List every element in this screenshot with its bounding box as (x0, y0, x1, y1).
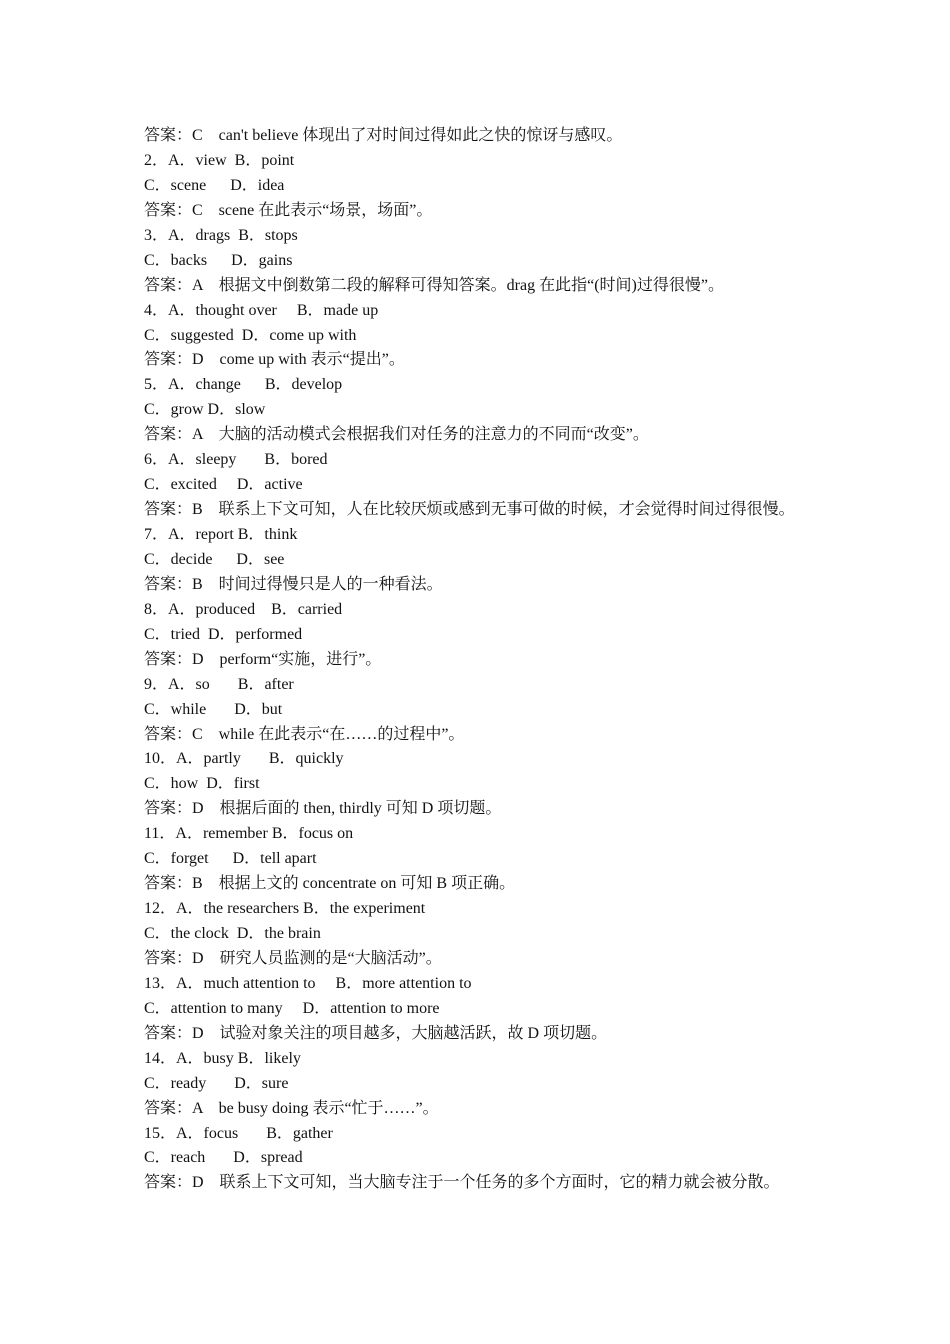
question-11-options-ab: 11．A．remember B．focus on (144, 825, 354, 843)
question-12-options-cd: C．the clock D．the brain (144, 925, 321, 943)
answer-14: 答案：A be busy doing 表示“忙于……”。 (144, 1099, 439, 1117)
answer-7: 答案：B 时间过得慢只是人的一种看法。 (144, 575, 443, 593)
document-page (144, 124, 834, 1196)
question-2-options-ab: 2．A．view B．point (144, 151, 295, 169)
question-4-options-ab: 4．A．thought over B．made up (144, 301, 379, 319)
answer-6: 答案：B 联系上下文可知，人在比较厌烦或感到无事可做的时候，才会觉得时间过得很慢。 (144, 501, 795, 519)
question-5-options-ab: 5．A．change B．develop (144, 376, 343, 394)
question-15-options-ab: 15．A．focus B．gather (144, 1124, 333, 1142)
answer-13: 答案：D 试验对象关注的项目越多，大脑越活跃，故 D 项切题。 (144, 1024, 608, 1042)
question-5-options-cd: C．grow D．slow (144, 401, 266, 419)
question-14-options-ab: 14．A．busy B．likely (144, 1049, 301, 1067)
question-6-options-ab: 6．A．sleepy B．bored (144, 451, 328, 469)
answer-line-1: 答案：C can't believe 体现出了对时间过得如此之快的惊讶与感叹。 (144, 127, 623, 144)
question-11-options-cd: C．forget D．tell apart (144, 850, 317, 868)
question-10-options-cd: C．how D．first (144, 775, 260, 793)
answer-12: 答案：D 研究人员监测的是“大脑活动”。 (144, 949, 442, 967)
answer-2: 答案：C scene 在此表示“场景，场面”。 (144, 201, 433, 219)
answer-10: 答案：D 根据后面的 then, thirdly 可知 D 项切题。 (144, 800, 502, 818)
question-10-options-ab: 10．A．partly B．quickly (144, 750, 344, 768)
answer-4: 答案：D come up with 表示“提出”。 (144, 351, 405, 369)
question-8-options-cd: C．tried D．performed (144, 625, 303, 643)
question-4-options-cd: C．suggested D．come up with (144, 326, 357, 344)
question-12-options-ab: 12．A．the researchers B．the experiment (144, 900, 426, 918)
question-8-options-ab: 8．A．produced B．carried (144, 600, 343, 618)
question-15-options-cd: C．reach D．spread (144, 1149, 303, 1167)
answer-9: 答案：C while 在此表示“在……的过程中”。 (144, 725, 465, 743)
answer-3: 答案：A 根据文中倒数第二段的解释可得知答案。drag 在此指“(时间)过得很慢”。 (144, 276, 724, 294)
answer-15: 答案：D 联系上下文可知，当大脑专注于一个任务的多个方面时，它的精力就会被分散。 (144, 1174, 780, 1192)
question-9-options-cd: C．while D．but (144, 700, 283, 718)
question-7-options-ab: 7．A．report B．think (144, 526, 298, 544)
question-7-options-cd: C．decide D．see (144, 550, 285, 568)
answer-5: 答案：A 大脑的活动模式会根据我们对任务的注意力的不同而“改变”。 (144, 426, 649, 444)
question-3-options-ab: 3．A．drags B．stops (144, 226, 298, 244)
question-9-options-ab: 9．A．so B．after (144, 675, 294, 693)
question-3-options-cd: C．backs D．gains (144, 251, 293, 269)
question-2-options-cd: C．scene D．idea (144, 176, 285, 194)
answer-8: 答案：D perform“实施，进行”。 (144, 650, 382, 668)
answer-11: 答案：B 根据上文的 concentrate on 可知 B 项正确。 (144, 875, 516, 893)
question-6-options-cd: C．excited D．active (144, 476, 303, 494)
question-13-options-ab: 13．A．much attention to B．more attention to (144, 974, 472, 992)
question-13-options-cd: C．attention to many D．attention to more (144, 999, 440, 1017)
question-14-options-cd: C．ready D．sure (144, 1074, 289, 1092)
